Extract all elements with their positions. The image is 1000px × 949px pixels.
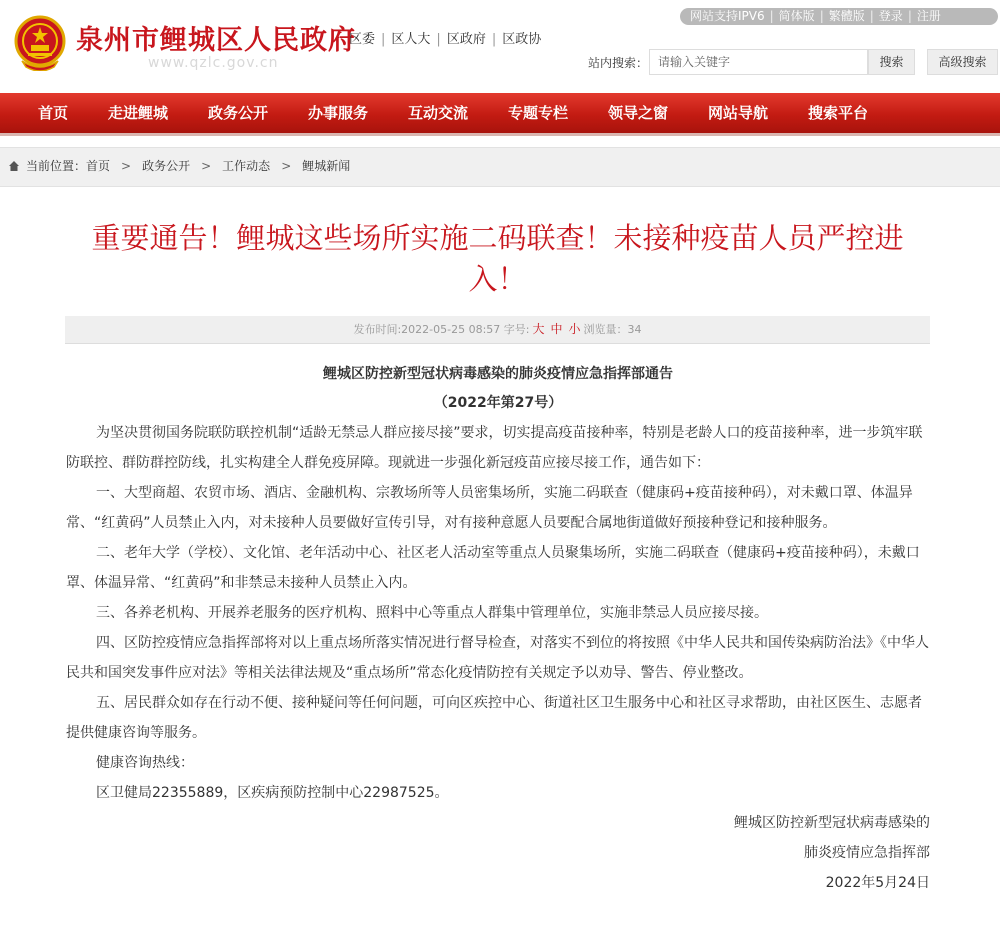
article-title: 重要通告！鲤城这些场所实施二码联查！未接种疫苗人员严控进入！ xyxy=(91,221,904,296)
breadcrumb-item-gov-affairs[interactable]: 政务公开 xyxy=(142,159,191,173)
article-meta xyxy=(65,316,930,344)
nav-special-topics[interactable]: 专题专栏 xyxy=(508,104,569,122)
hotline-numbers: 区卫健局22355889，区疾病预防控制中心22987525。 xyxy=(96,785,449,801)
advanced-search-button[interactable]: 高级搜索 xyxy=(927,49,998,75)
org-link-government[interactable]: 区政府 xyxy=(446,32,486,47)
top-utility-bar: 网站支持IPV6 | 简体版 | 繁體版 | 登录 | 注册 xyxy=(680,8,998,25)
paragraph-item-2: 二、老年大学（学校）、文化馆、老年活动中心、社区老人活动室等重点人员聚集场所，实施二码联查（健康码+疫苗接种码），未戴口罩、体温异常、“红黄码”和非禁忌未接种人员禁止入内。 xyxy=(66,545,920,591)
home-icon xyxy=(9,161,19,171)
search-button[interactable]: 搜索 xyxy=(868,49,915,75)
nav-interaction[interactable]: 互动交流 xyxy=(408,104,469,122)
article-content xyxy=(66,360,930,898)
traditional-chinese-link[interactable]: 繁體版 xyxy=(828,9,865,23)
org-link-district-committee[interactable]: 区委 xyxy=(349,32,376,47)
nav-home[interactable]: 首页 xyxy=(38,104,69,122)
font-size-small-button[interactable]: 小 xyxy=(568,322,581,336)
search-label: 站内搜索： xyxy=(588,56,649,70)
national-emblem-icon xyxy=(14,15,66,71)
nav-gov-affairs[interactable]: 政务公开 xyxy=(208,104,269,122)
nav-site-map[interactable]: 网站导航 xyxy=(708,104,769,122)
breadcrumb xyxy=(0,147,1000,187)
login-link[interactable]: 登录 xyxy=(878,9,903,23)
paragraph-intro: 为坚决贯彻国务院联防联控机制“适龄无禁忌人群应接尽接”要求，切实提高疫苗接种率，特别是老龄人口的疫苗接种率，进一步筑牢联防联控、群防群控防线，扎实构建全人群免疫屏障。现就进一步强化新冠疫苗应接尽接工作，通告如下： xyxy=(66,425,923,471)
register-link[interactable]: 注册 xyxy=(916,9,941,23)
paragraph-item-3: 三、各养老机构、开展养老服务的医疗机构、照料中心等重点人群集中管理单位，实施非禁忌人员应接尽接。 xyxy=(96,605,768,621)
main-nav xyxy=(0,93,1000,136)
signature-line-2: 肺炎疫情应急指挥部 xyxy=(804,845,930,861)
nav-leaders[interactable]: 领导之窗 xyxy=(608,104,669,122)
ipv6-support-link[interactable]: 网站支持IPV6 xyxy=(690,9,765,23)
search-input[interactable] xyxy=(649,49,868,75)
font-size-medium-button[interactable]: 中 xyxy=(550,322,563,336)
content-title: 鲤城区防控新型冠状病毒感染的肺炎疫情应急指挥部通告 xyxy=(323,366,673,382)
nav-services[interactable]: 办事服务 xyxy=(308,104,369,122)
signature-date: 2022年5月24日 xyxy=(825,875,930,891)
breadcrumb-item-work-news[interactable]: 工作动态 xyxy=(222,159,271,173)
site-domain: www.qzlc.gov.cn xyxy=(148,55,279,71)
breadcrumb-arrow: > xyxy=(281,159,292,173)
signature-line-1: 鲤城区防控新型冠状病毒感染的 xyxy=(734,815,930,831)
font-size-large-button[interactable]: 大 xyxy=(532,322,545,336)
nav-about-licheng[interactable]: 走进鲤城 xyxy=(108,104,169,122)
breadcrumb-arrow: > xyxy=(121,159,132,173)
paragraph-item-1: 一、大型商超、农贸市场、酒店、金融机构、宗教场所等人员密集场所，实施二码联查（健康码+疫苗接种码），对未戴口罩、体温异常、“红黄码”人员禁止入内，对未接种人员要做好宣传引导，对有接种意愿人员要配合属地街道做好预接种登记和接种服务。 xyxy=(66,485,913,531)
breadcrumb-item-home[interactable]: 首页 xyxy=(86,159,111,173)
org-link-cppcc[interactable]: 区政协 xyxy=(502,32,542,47)
paragraph-item-5: 五、居民群众如存在行动不便、接种疑问等任何问题，可向区疾控中心、街道社区卫生服务中心和社区寻求帮助，由社区医生、志愿者提供健康咨询等服务。 xyxy=(66,695,922,741)
site-title[interactable]: 泉州市鲤城区人民政府 xyxy=(76,25,356,56)
content-subtitle: （2022年第27号） xyxy=(433,395,563,411)
header xyxy=(0,0,1000,93)
org-link-npc[interactable]: 区人大 xyxy=(391,32,431,47)
org-links: 区委 | 区人大 | 区政府 | 区政协 xyxy=(349,32,542,47)
hotline-label: 健康咨询热线： xyxy=(96,755,194,771)
nav-search-platform[interactable]: 搜索平台 xyxy=(808,104,869,122)
breadcrumb-label: 当前位置： xyxy=(26,159,87,173)
breadcrumb-arrow: > xyxy=(201,159,212,173)
view-count: 浏览量：34 xyxy=(583,323,642,336)
paragraph-item-4: 四、区防控疫情应急指挥部将对以上重点场所落实情况进行督导检查，对落实不到位的将按照《中华人民共和国传染病防治法》《中华人民共和国突发事件应对法》等相关法律法规及“重点场所”常态化疫情防控有关规定予以劝导、警告、停业整改。 xyxy=(66,635,929,681)
simplified-chinese-link[interactable]: 简体版 xyxy=(778,9,815,23)
publish-time: 发布时间:2022-05-25 08:57 字号: xyxy=(353,323,530,336)
breadcrumb-item-licheng-news[interactable]: 鲤城新闻 xyxy=(302,159,351,173)
